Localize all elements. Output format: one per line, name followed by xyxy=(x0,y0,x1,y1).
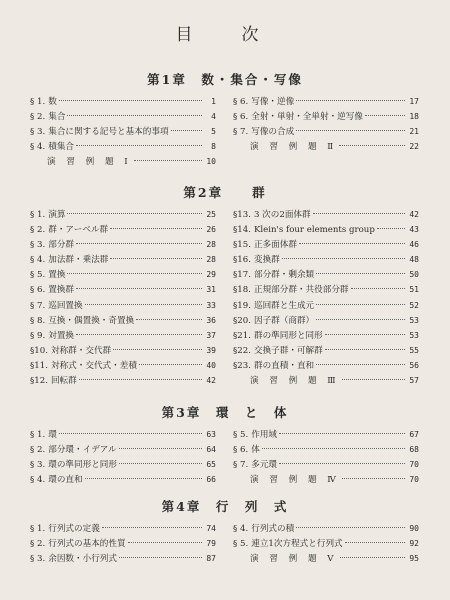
section-title: 群の直積・直和 xyxy=(253,360,315,371)
section-title: 集合 xyxy=(48,112,66,123)
toc-entry xyxy=(30,222,216,237)
leader-dots xyxy=(139,364,202,365)
toc-entry xyxy=(233,521,419,536)
page-number: 63 xyxy=(206,430,216,439)
toc-entry xyxy=(30,207,216,222)
toc-entry xyxy=(233,427,419,442)
section-number: §15. xyxy=(233,240,251,251)
section-title: 演 習 例 題 Ⅳ xyxy=(250,475,340,486)
leader-dots xyxy=(79,379,202,380)
section-number: §14. xyxy=(233,225,251,236)
section-title: 演 習 例 題 Ⅱ xyxy=(250,142,338,153)
section-number: § 2. xyxy=(30,225,46,236)
leader-dots xyxy=(296,100,405,101)
leader-dots xyxy=(316,319,405,320)
leader-dots xyxy=(296,527,405,528)
toc-entry xyxy=(30,472,216,487)
section-title: 行列式の積 xyxy=(251,524,295,534)
page-number: 67 xyxy=(409,430,419,439)
toc-entry xyxy=(233,442,419,457)
section-number: § 3. xyxy=(30,554,46,565)
page-number: 43 xyxy=(409,225,419,235)
section-number: § 6. xyxy=(30,285,46,296)
section-number: §11. xyxy=(30,360,48,371)
page-title: 目 次 xyxy=(175,25,275,45)
page-number: 55 xyxy=(409,345,419,355)
page-number: 66 xyxy=(206,475,216,485)
section-number: § 2. xyxy=(30,112,46,123)
section-number: § 3. xyxy=(30,240,46,251)
exercise-entry xyxy=(233,472,419,487)
leader-dots xyxy=(85,478,202,479)
leader-dots xyxy=(119,557,202,558)
page-number: 92 xyxy=(409,539,419,549)
page-number: 36 xyxy=(206,315,216,325)
leader-dots xyxy=(119,463,202,464)
section-title: 作用域 xyxy=(251,430,278,440)
section-number: § 2. xyxy=(30,445,46,456)
page-number: 50 xyxy=(409,270,419,280)
leader-dots xyxy=(59,433,202,434)
toc-entry xyxy=(233,328,419,343)
leader-dots xyxy=(342,478,405,479)
section-title: 環の直和 xyxy=(48,475,83,486)
leader-dots xyxy=(342,379,405,380)
toc-entry xyxy=(233,358,419,373)
page-number: 25 xyxy=(206,210,216,219)
toc-entry xyxy=(30,139,216,154)
leader-dots xyxy=(171,130,202,131)
toc-entry xyxy=(233,94,419,109)
section-number: § 2. xyxy=(30,539,46,550)
page-number: 42 xyxy=(409,210,419,219)
leader-dots xyxy=(351,288,405,289)
toc-entry xyxy=(30,536,216,551)
section-number: §22. xyxy=(233,345,251,356)
section-number: § 7. xyxy=(233,460,249,471)
toc-entry xyxy=(30,521,216,536)
leader-dots xyxy=(59,100,202,101)
page-number: 28 xyxy=(206,255,216,265)
page-number: 70 xyxy=(409,475,419,485)
section-number: § 8. xyxy=(30,315,46,326)
leader-dots xyxy=(76,334,202,335)
section-title: 演 習 例 題 Ⅴ xyxy=(250,554,338,565)
toc-entry xyxy=(30,442,216,457)
leader-dots xyxy=(110,258,202,259)
section-title: 体 xyxy=(251,445,260,456)
leader-dots xyxy=(339,145,405,146)
toc-entry xyxy=(30,328,216,343)
toc-entry xyxy=(233,313,419,328)
section-number: § 7. xyxy=(30,300,46,311)
chapter-3-left-list xyxy=(30,427,216,487)
chapter-1-left-list xyxy=(30,94,216,169)
section-number: §18. xyxy=(233,285,251,296)
section-title: 環 xyxy=(48,430,57,440)
toc-entry xyxy=(30,551,216,566)
page-number: 46 xyxy=(409,240,419,250)
chapter-1-heading: 第1章 数・集合・写像 xyxy=(147,72,303,87)
section-title: 回転群 xyxy=(50,376,77,387)
page-number: 5 xyxy=(211,127,216,137)
toc-entry xyxy=(30,427,216,442)
section-title: 部分群 xyxy=(48,240,75,251)
leader-dots xyxy=(345,542,405,543)
section-number: § 4. xyxy=(30,142,46,153)
leader-dots xyxy=(76,145,202,146)
chapter-2-right-list xyxy=(233,207,419,388)
section-number: § 1. xyxy=(30,524,46,534)
section-number: §19. xyxy=(233,300,251,311)
section-number: § 6. xyxy=(233,445,249,456)
exercise-entry xyxy=(233,551,419,566)
toc-entry xyxy=(233,207,419,222)
page-number: 68 xyxy=(409,445,419,455)
leader-dots xyxy=(340,557,405,558)
leader-dots xyxy=(325,349,405,350)
section-number: §10. xyxy=(30,345,48,356)
page-number: 28 xyxy=(206,240,216,250)
exercise-entry xyxy=(233,373,419,388)
page-number: 21 xyxy=(409,127,419,137)
chapter-2-heading: 第2章 群 xyxy=(183,185,267,200)
section-title: 因子群（商群） xyxy=(253,315,315,326)
section-number: § 3. xyxy=(30,460,46,471)
page-number: 56 xyxy=(409,360,419,370)
page-number: 79 xyxy=(206,539,216,549)
page-number: 48 xyxy=(409,255,419,265)
leader-dots xyxy=(76,288,202,289)
section-number: §13. xyxy=(233,210,251,220)
toc-entry xyxy=(30,124,216,139)
page-number: 52 xyxy=(409,300,419,310)
page-number: 74 xyxy=(206,524,216,533)
leader-dots xyxy=(136,319,202,320)
section-title: 変換群 xyxy=(253,255,280,266)
toc-entry xyxy=(30,282,216,297)
section-title: 対称群・交代群 xyxy=(50,345,112,356)
section-number: §21. xyxy=(233,330,251,341)
section-number: § 6. xyxy=(233,112,249,123)
toc-entry xyxy=(233,267,419,282)
leader-dots xyxy=(316,273,405,274)
section-number: § 4. xyxy=(30,475,46,486)
section-title: 置換 xyxy=(48,270,66,281)
section-title: 多元環 xyxy=(251,460,278,471)
leader-dots xyxy=(296,130,405,131)
toc-entry xyxy=(233,237,419,252)
section-title: 写像の合成 xyxy=(251,127,295,138)
page-number: 53 xyxy=(409,330,419,340)
toc-entry xyxy=(30,343,216,358)
section-title: 3 次の2面体群 xyxy=(253,210,311,220)
section-title: 互換・偶置換・奇置換 xyxy=(48,315,135,326)
leader-dots xyxy=(282,258,405,259)
section-title: 行列式の基本的性質 xyxy=(48,539,126,550)
section-title: 群の準同形と同形 xyxy=(253,330,323,341)
section-number: § 3. xyxy=(30,127,46,138)
toc-entry xyxy=(30,373,216,388)
section-number: § 1. xyxy=(30,210,46,220)
exercise-entry xyxy=(30,154,216,169)
section-number: § 1. xyxy=(30,97,46,107)
leader-dots xyxy=(110,228,202,229)
section-title: 演 習 例 題 Ⅰ xyxy=(47,157,132,168)
page-number: 22 xyxy=(409,142,419,152)
section-number: § 5. xyxy=(233,539,249,550)
page-number: 70 xyxy=(409,460,419,470)
page-number: 10 xyxy=(206,157,216,167)
toc-entry xyxy=(233,222,419,237)
section-title: 演算 xyxy=(48,210,66,220)
page-number: 42 xyxy=(206,376,216,386)
toc-entry xyxy=(233,124,419,139)
toc-entry xyxy=(30,457,216,472)
toc-entry xyxy=(233,282,419,297)
section-title: 加法群・乗法群 xyxy=(48,255,109,266)
exercise-entry xyxy=(233,139,419,154)
section-title: 対称式・交代式・差積 xyxy=(50,360,137,371)
section-title: 巡回置換 xyxy=(48,300,83,311)
page-number: 18 xyxy=(409,112,419,122)
chapter-1-right-list xyxy=(233,94,419,154)
section-number: § 4. xyxy=(30,255,46,266)
page-number: 26 xyxy=(206,225,216,235)
page-number: 53 xyxy=(409,315,419,325)
leader-dots xyxy=(76,243,202,244)
section-title: 交換子群・可解群 xyxy=(253,345,323,356)
page-number: 87 xyxy=(206,554,216,564)
leader-dots xyxy=(113,349,202,350)
section-title: 余因数・小行列式 xyxy=(48,554,117,565)
section-title: 積集合 xyxy=(48,142,75,153)
leader-dots xyxy=(365,115,405,116)
chapter-4-left-list xyxy=(30,521,216,566)
leader-dots xyxy=(313,213,405,214)
chapter-4-right-list xyxy=(233,521,419,566)
section-number: §20. xyxy=(233,315,251,326)
page-number: 51 xyxy=(409,285,419,295)
leader-dots xyxy=(316,364,405,365)
section-title: 巡回群と生成元 xyxy=(253,300,315,311)
section-number: § 1. xyxy=(30,430,46,440)
section-number: §16. xyxy=(233,255,251,266)
section-number: § 7. xyxy=(233,127,249,138)
toc-entry xyxy=(30,94,216,109)
leader-dots xyxy=(279,433,405,434)
page-number: 17 xyxy=(409,97,419,106)
page-number: 65 xyxy=(206,460,216,470)
section-number: §12. xyxy=(30,376,48,387)
toc-entry xyxy=(233,298,419,313)
chapter-3-right-list xyxy=(233,427,419,487)
section-number: § 4. xyxy=(233,524,249,534)
page-number: 90 xyxy=(409,524,419,533)
leader-dots xyxy=(279,463,405,464)
leader-dots xyxy=(299,243,405,244)
section-title: 集合に関する記号と基本的事項 xyxy=(48,127,169,138)
leader-dots xyxy=(67,213,202,214)
section-title: Klein's four elements group xyxy=(253,225,375,236)
page-number: 40 xyxy=(206,360,216,370)
leader-dots xyxy=(85,304,202,305)
toc-entry xyxy=(233,343,419,358)
section-title: 正多面体群 xyxy=(253,240,297,251)
toc-entry xyxy=(233,536,419,551)
section-title: 数 xyxy=(48,97,57,107)
leader-dots xyxy=(102,527,202,528)
page-number: 33 xyxy=(206,300,216,310)
leader-dots xyxy=(128,542,202,543)
toc-entry xyxy=(30,237,216,252)
toc-entry xyxy=(233,457,419,472)
section-title: 全射・単射・全単射・逆写像 xyxy=(251,112,363,123)
leader-dots xyxy=(377,228,405,229)
section-number: § 5. xyxy=(30,270,46,281)
leader-dots xyxy=(134,160,202,161)
leader-dots xyxy=(316,304,405,305)
page-number: 31 xyxy=(206,285,216,295)
section-title: 写像・逆像 xyxy=(251,97,295,107)
section-title: 演 習 例 題 Ⅲ xyxy=(250,376,340,387)
page-number: 64 xyxy=(206,445,216,455)
section-title: 置換群 xyxy=(48,285,75,296)
toc-entry xyxy=(30,313,216,328)
toc-entry xyxy=(30,267,216,282)
section-title: 正規部分群・共役部分群 xyxy=(253,285,349,296)
page-number: 57 xyxy=(409,376,419,386)
toc-entry xyxy=(233,109,419,124)
page-number: 8 xyxy=(211,142,216,152)
section-number: § 5. xyxy=(233,430,249,440)
section-number: § 6. xyxy=(233,97,249,107)
section-title: 部分環・イデアル xyxy=(48,445,117,456)
chapter-3-heading: 第3章 環 と 体 xyxy=(161,405,289,420)
page-number: 39 xyxy=(206,345,216,355)
page-number: 4 xyxy=(211,112,216,122)
toc-entry xyxy=(30,358,216,373)
section-title: 行列式の定義 xyxy=(48,524,100,534)
section-title: 対置換 xyxy=(48,330,75,341)
leader-dots xyxy=(262,448,405,449)
section-title: 群・アーベル群 xyxy=(48,225,109,236)
section-number: §23. xyxy=(233,360,251,371)
leader-dots xyxy=(325,334,405,335)
page-number: 95 xyxy=(409,554,419,564)
leader-dots xyxy=(67,273,202,274)
leader-dots xyxy=(119,448,202,449)
page-number: 37 xyxy=(206,330,216,340)
toc-entry xyxy=(30,109,216,124)
page-number: 29 xyxy=(206,270,216,280)
toc-entry xyxy=(30,298,216,313)
section-title: 連立1次方程式と行列式 xyxy=(251,539,343,550)
toc-entry xyxy=(233,252,419,267)
section-title: 部分群・剰余類 xyxy=(253,270,315,281)
section-title: 環の準同形と同形 xyxy=(48,460,117,471)
chapter-4-heading: 第4章 行 列 式 xyxy=(161,499,289,514)
chapter-2-left-list xyxy=(30,207,216,388)
toc-entry xyxy=(30,252,216,267)
section-number: § 9. xyxy=(30,330,46,341)
page-number: 1 xyxy=(211,97,216,106)
leader-dots xyxy=(67,115,202,116)
section-number: §17. xyxy=(233,270,251,281)
